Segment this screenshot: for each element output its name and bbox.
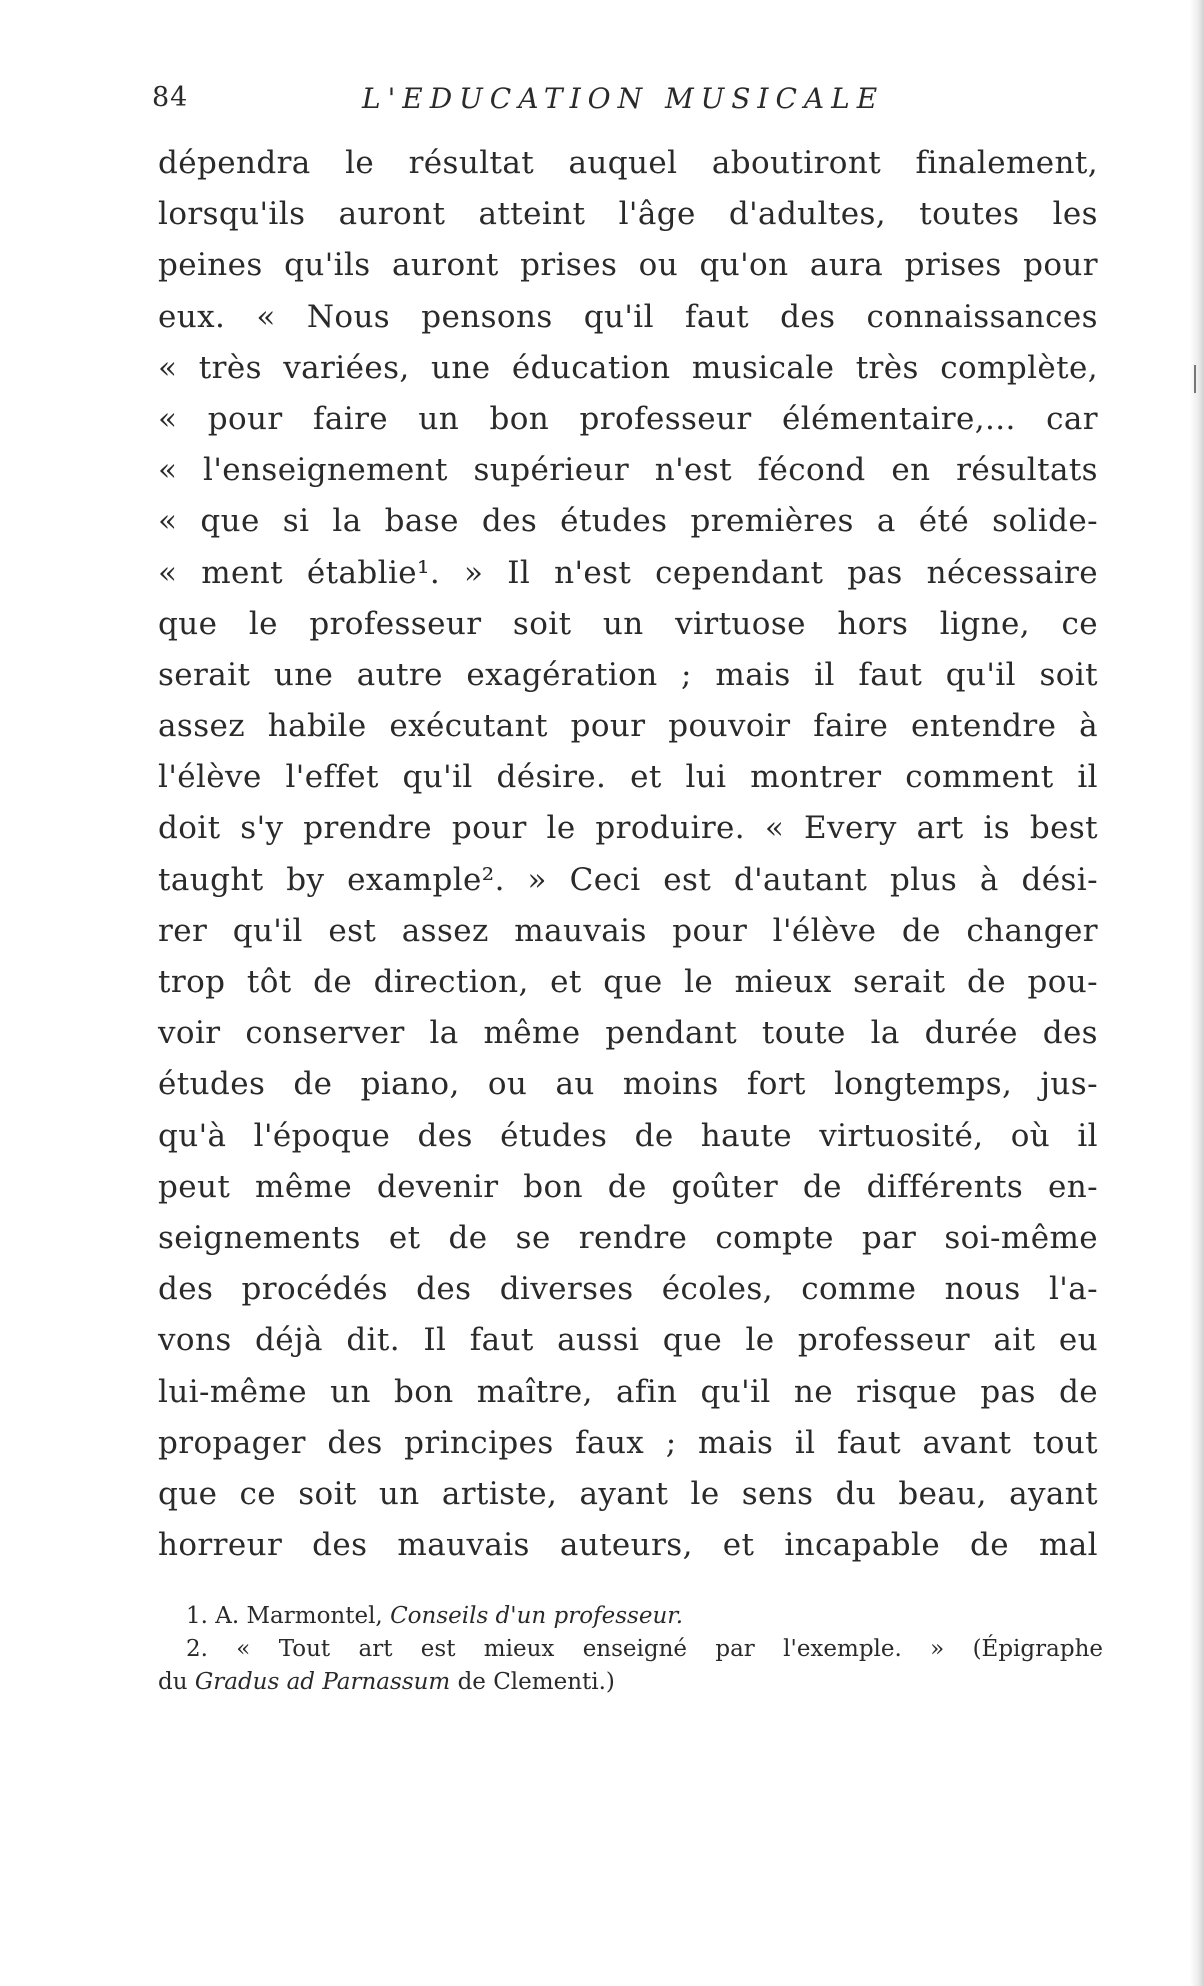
text-line: voir conserver la même pendant toute la durée des — [158, 1015, 1098, 1052]
text-line: assez habile exécutant pour pouvoir faire entendre à — [158, 708, 1098, 745]
page-edge-shadow — [1190, 0, 1204, 1986]
text-line: vons déjà dit. Il faut aussi que le professeur ait eu — [158, 1322, 1098, 1359]
footnote-2-continued — [158, 1666, 1103, 1699]
page-edge-mark — [1194, 365, 1196, 393]
text-line: peut même devenir bon de goûter de différents en- — [158, 1168, 1098, 1205]
running-title: L'EDUCATION MUSICALE — [362, 82, 885, 115]
footnote-text: de Clementi.) — [457, 1669, 615, 1695]
page-header — [152, 82, 1102, 122]
footnote-author: A. Marmontel, — [215, 1603, 383, 1629]
text-line: « pour faire un bon professeur élémentaire,... car — [158, 400, 1098, 437]
footnote-title: Conseils d'un professeur. — [390, 1603, 684, 1629]
footnote-work-title: Gradus ad Parnassum — [194, 1669, 451, 1695]
text-line: études de piano, ou au moins fort longtemps, jus- — [158, 1066, 1098, 1103]
text-line: eux. « Nous pensons qu'il faut des connaissances — [158, 298, 1098, 335]
text-line: propager des principes faux ; mais il faut avant tout — [158, 1424, 1098, 1461]
text-line: doit s'y prendre pour le produire. « Every art is best — [158, 810, 1098, 847]
footnote-text: du — [158, 1669, 188, 1695]
text-line: dépendra le résultat auquel aboutiront finalement, — [158, 145, 1098, 181]
text-line: « que si la base des études premières a été solide- — [158, 503, 1098, 540]
text-line: peines qu'ils auront prises ou qu'on aura prises pour — [158, 247, 1098, 284]
footnote-number: 2. — [186, 1636, 208, 1662]
text-line: seignements et de se rendre compte par soi-même — [158, 1219, 1098, 1256]
text-line: taught by example². » Ceci est d'autant plus à dési- — [158, 861, 1098, 898]
text-line: rer qu'il est assez mauvais pour l'élève de changer — [158, 912, 1098, 949]
footnote-1 — [158, 1600, 1103, 1633]
text-line: serait une autre exagération ; mais il faut qu'il soit — [158, 656, 1098, 693]
footnote-2 — [158, 1633, 1103, 1666]
footnotes — [158, 1600, 1103, 1699]
text-line: « ment établie¹. » Il n'est cependant pas nécessaire — [158, 554, 1098, 591]
text-line: lorsqu'ils auront atteint l'âge d'adultes, toutes les — [158, 196, 1098, 233]
text-line: horreur des mauvais auteurs, et incapable de mal — [158, 1527, 1098, 1564]
text-line: « l'enseignement supérieur n'est fécond en résultats — [158, 452, 1098, 489]
text-line: « très variées, une éducation musicale très complète, — [158, 349, 1098, 386]
text-line: des procédés des diverses écoles, comme nous l'a- — [158, 1271, 1098, 1308]
text-line: qu'à l'époque des études de haute virtuosité, où il — [158, 1117, 1098, 1154]
text-line: que le professeur soit un virtuose hors ligne, ce — [158, 605, 1098, 642]
body-text — [158, 138, 1098, 1571]
text-line: que ce soit un artiste, ayant le sens du beau, ayant — [158, 1475, 1098, 1512]
text-line: lui-même un bon maître, afin qu'il ne risque pas de — [158, 1373, 1098, 1410]
text-line: trop tôt de direction, et que le mieux serait de pou- — [158, 964, 1098, 1000]
page-number: 84 — [152, 82, 189, 113]
footnote-text: « Tout art est mieux enseigné par l'exemple. » (Épigraphe — [236, 1636, 1103, 1662]
footnote-number: 1. — [186, 1603, 208, 1629]
text-line: l'élève l'effet qu'il désire. et lui montrer comment il — [158, 759, 1098, 796]
